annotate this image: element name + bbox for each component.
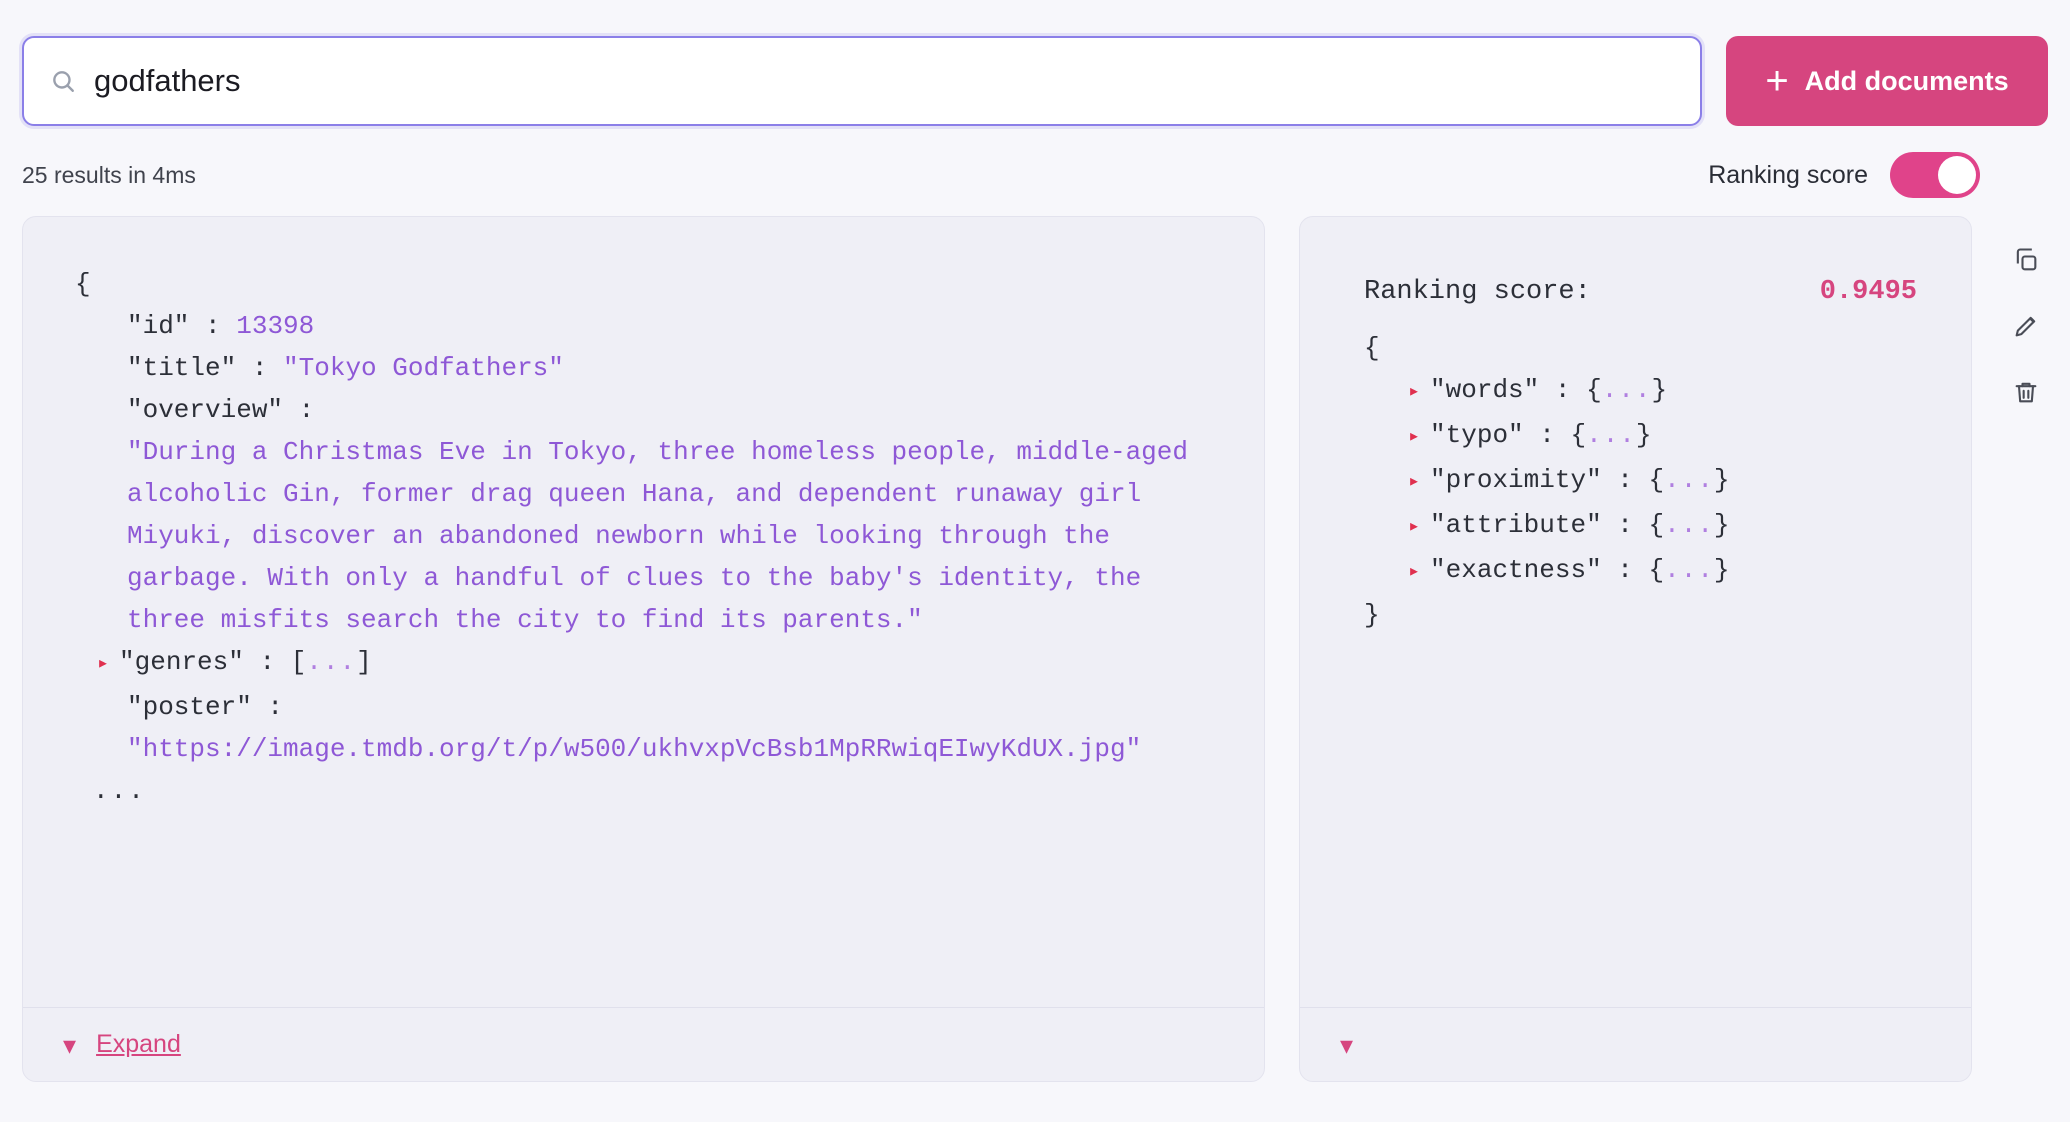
chevron-right-icon[interactable]: ▸ — [1408, 516, 1421, 539]
field-genres-colon: : — [243, 647, 291, 677]
ranking-entry-dots: ... — [1601, 375, 1652, 405]
field-title — [75, 347, 1212, 389]
edit-button[interactable] — [1998, 298, 2054, 354]
field-id-value: 13398 — [236, 311, 315, 341]
field-overview-value: "During a Christmas Eve in Tokyo, three homeless people, middle-aged alcoholic Gin, former drag queen Hana, and dependent runaway girl Miyuki, discover an abandoned newborn while looking through the garbage. With only a handful of clues to the baby's identity, the three misfits search the city to find its parents." — [127, 437, 1188, 635]
ranking-entry-key: "exactness" — [1430, 555, 1602, 585]
ranking-entry-dots: ... — [1664, 555, 1714, 585]
ranking-open-brace: { — [1364, 333, 1380, 363]
ranking-entry-exactness[interactable] — [1364, 549, 1931, 594]
ranking-entry-close: } — [1635, 420, 1652, 450]
ranking-entry-attribute[interactable] — [1364, 504, 1931, 549]
ranking-close-brace: } — [1364, 600, 1380, 630]
field-genres-open: [ — [290, 647, 307, 677]
field-id-colon: : — [189, 311, 237, 341]
search-icon — [50, 68, 76, 94]
document-actions-rail — [1998, 232, 2054, 420]
ranking-entry-close: } — [1713, 510, 1730, 540]
ranking-panel — [1299, 216, 1972, 1082]
ranking-score-key: Ranking score: — [1364, 277, 1591, 307]
field-title-key: "title" — [127, 353, 237, 383]
ranking-entry-key: "proximity" — [1430, 465, 1602, 495]
chevron-down-icon[interactable]: ▾ — [63, 1029, 77, 1060]
chevron-right-icon[interactable]: ▸ — [97, 653, 110, 676]
switch-knob — [1938, 156, 1976, 194]
json-open-brace: { — [75, 269, 91, 299]
field-genres-key: "genres" — [119, 647, 244, 677]
ranking-entry-close: } — [1713, 555, 1730, 585]
field-id-key: "id" — [127, 311, 190, 341]
field-title-colon: : — [236, 353, 284, 383]
ranking-entry-dots: ... — [1664, 510, 1714, 540]
field-overview — [75, 389, 1212, 431]
ranking-entry-key: "attribute" — [1430, 510, 1602, 540]
ranking-entry-proximity[interactable] — [1364, 459, 1931, 504]
ranking-json — [1300, 217, 1971, 636]
ranking-entry-open: { — [1648, 555, 1665, 585]
ranking-entry-colon: : — [1539, 375, 1587, 405]
ranking-score-toggle-group — [1708, 152, 2048, 198]
add-documents-label: Add documents — [1804, 65, 2009, 96]
add-documents-button[interactable] — [1726, 36, 2048, 126]
ranking-entry-colon: : — [1601, 510, 1649, 540]
field-poster — [75, 686, 1212, 728]
top-bar — [22, 0, 2048, 126]
ranking-entry-open: { — [1570, 420, 1587, 450]
document-panel — [22, 216, 1265, 1082]
field-genres[interactable] — [75, 641, 1212, 686]
document-panel-footer — [23, 1007, 1264, 1081]
ranking-score-value: 0.9495 — [1819, 277, 1917, 307]
document-json — [23, 217, 1264, 812]
field-poster-key: "poster" — [127, 692, 252, 722]
results-panels — [22, 216, 2048, 1082]
field-title-value: "Tokyo Godfathers" — [283, 353, 564, 383]
field-genres-close: ] — [356, 647, 372, 677]
field-poster-colon: : — [251, 692, 284, 722]
ranking-entry-typo[interactable] — [1364, 414, 1931, 459]
ranking-entry-open: { — [1586, 375, 1602, 405]
search-box[interactable] — [22, 36, 1702, 126]
field-id — [75, 305, 1212, 347]
plus-icon: + — [1765, 59, 1789, 103]
ranking-entry-open: { — [1648, 465, 1665, 495]
ranking-score-label: Ranking score — [1708, 160, 1868, 189]
chevron-right-icon[interactable]: ▸ — [1408, 426, 1421, 449]
copy-button[interactable] — [1998, 232, 2054, 288]
ranking-entry-words[interactable] — [1364, 369, 1931, 414]
ranking-entry-open: { — [1648, 510, 1665, 540]
ranking-entry-key: "typo" — [1430, 420, 1524, 450]
ranking-entry-colon: : — [1601, 555, 1649, 585]
ranking-entry-close: } — [1713, 465, 1730, 495]
results-meta-row — [22, 152, 2048, 198]
field-poster-value: "https://image.tmdb.org/t/p/w500/ukhvxpVcBsb1MpRRwiqEIwyKdUX.jpg" — [127, 734, 1142, 764]
delete-button[interactable] — [1998, 364, 2054, 420]
field-genres-dots: ... — [306, 647, 357, 677]
chevron-down-icon[interactable]: ▾ — [1340, 1029, 1354, 1060]
ranking-entry-dots: ... — [1586, 420, 1636, 450]
ranking-entry-colon: : — [1523, 420, 1571, 450]
ranking-score-row — [1364, 271, 1931, 313]
chevron-right-icon[interactable]: ▸ — [1408, 381, 1421, 404]
ranking-entry-dots: ... — [1664, 465, 1714, 495]
document-truncation: ... — [93, 776, 146, 806]
search-input[interactable] — [94, 63, 1674, 99]
ranking-entry-key: "words" — [1430, 375, 1540, 405]
expand-document-link[interactable]: Expand — [96, 1030, 181, 1058]
chevron-right-icon[interactable]: ▸ — [1408, 471, 1421, 494]
results-count: 25 results in 4ms — [22, 161, 196, 188]
ranking-entry-close: } — [1651, 375, 1668, 405]
ranking-entry-colon: : — [1601, 465, 1649, 495]
chevron-right-icon[interactable]: ▸ — [1408, 561, 1421, 584]
ranking-score-switch[interactable] — [1890, 152, 1980, 198]
field-overview-colon: : — [283, 395, 315, 425]
field-overview-key: "overview" — [127, 395, 284, 425]
ranking-panel-footer — [1300, 1007, 1971, 1081]
